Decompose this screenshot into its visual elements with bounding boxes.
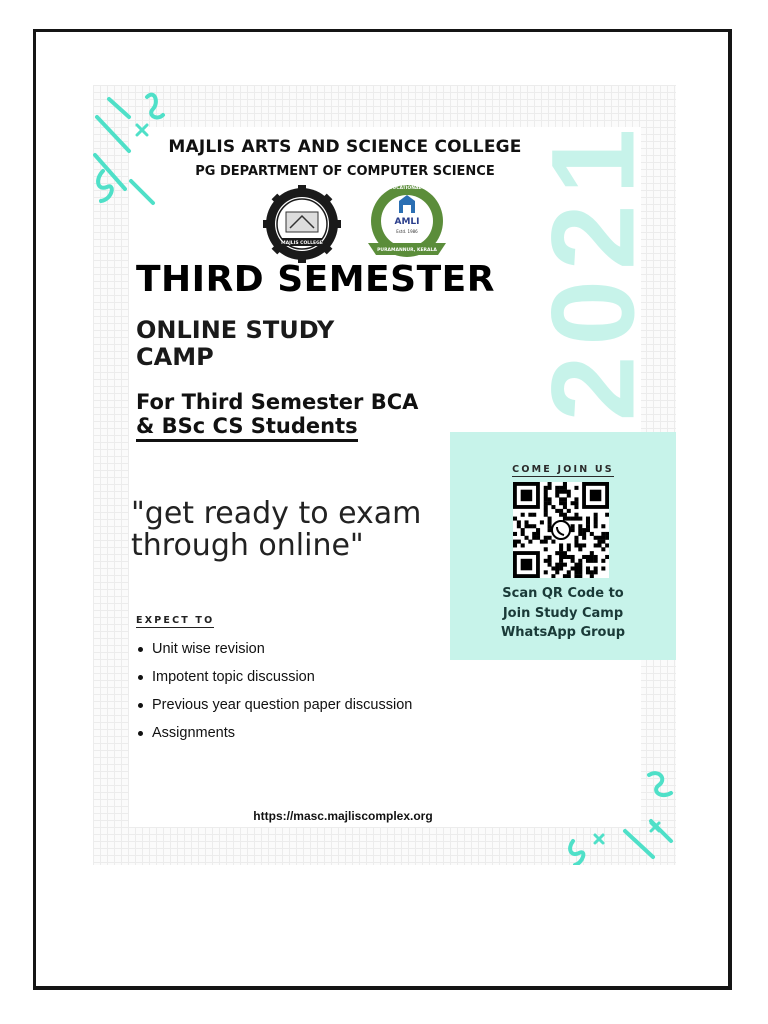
college-logo [263,185,341,263]
whatsapp-icon [552,521,570,539]
scan-instructions: Scan QR Code to Join Study Camp WhatsApp Group [500,586,626,640]
qr-code[interactable] [513,482,609,578]
year-watermark: 2021 [527,118,660,422]
website-link[interactable]: https://masc.majliscomplex.org [253,809,433,823]
poster-heading: THIRD SEMESTER [136,259,495,300]
audience-line-2: & BSc CS Students [136,414,358,442]
svg-text:Estd. 1986: Estd. 1986 [396,229,418,234]
bullet-icon [138,647,143,652]
top-left-decoration [93,85,173,225]
bullet-icon [138,675,143,680]
college-name: MAJLIS ARTS AND SCIENCE COLLEGE [168,137,522,157]
join-box [450,432,676,660]
list-item: Previous year question paper discussion [136,691,412,719]
join-label: COME JOIN US [512,464,614,475]
bullet-icon [138,731,143,736]
bottom-right-decoration [563,765,676,865]
list-item: Unit wise revision [136,635,412,663]
poster [93,85,676,865]
department-name: PG DEPARTMENT OF COMPUTER SCIENCE [195,164,495,179]
svg-text:MAJLIS EDUCATIONAL COMPLEX: MAJLIS EDUCATIONAL COMPLEX [366,186,448,191]
bullet-icon [138,703,143,708]
audience-line-1: For Third Semester BCA [136,390,419,414]
poster-subheading: ONLINE STUDY CAMP [136,316,335,371]
list-item: Assignments [136,719,412,747]
complex-logo [362,183,452,265]
svg-text:AMLI: AMLI [394,217,420,227]
tagline-quote: "get ready to exam through online" [131,496,422,563]
svg-text:MAJLIS COLLEGE: MAJLIS COLLEGE [281,241,323,246]
expect-label: EXPECT TO [136,615,215,626]
svg-text:PURAMANNUR, KERALA: PURAMANNUR, KERALA [377,248,437,253]
expect-list [136,635,412,747]
list-item: Impotent topic discussion [136,663,412,691]
